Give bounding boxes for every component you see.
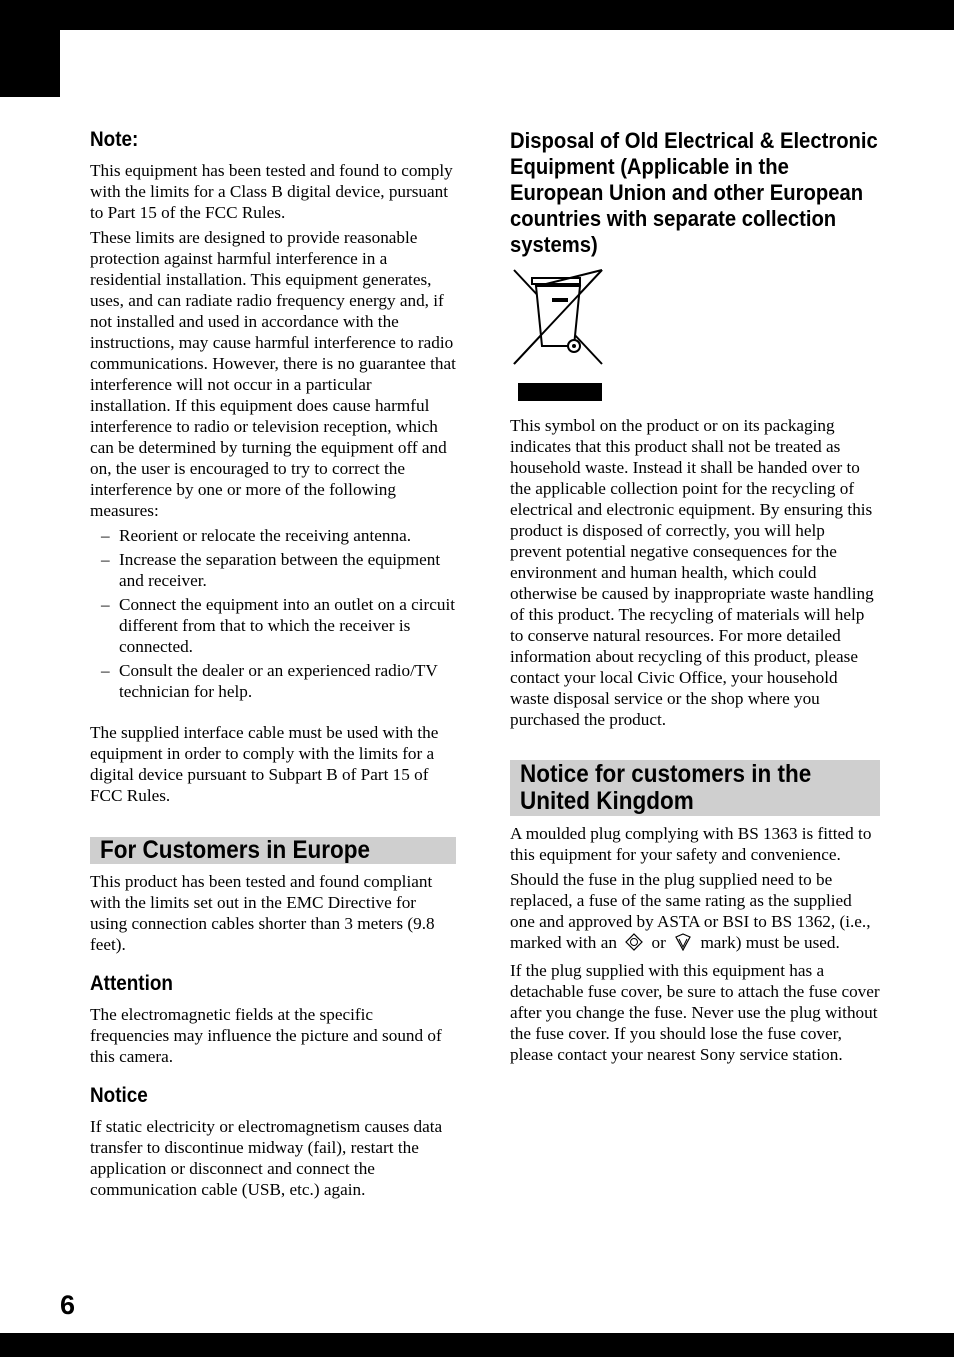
measure-item: – Consult the dealer or an experienced radio/TV technician for help. xyxy=(90,660,456,702)
notice-heading: Notice xyxy=(90,1084,148,1107)
top-black-band xyxy=(0,0,954,30)
note-heading: Note: xyxy=(90,128,139,151)
corner-tab xyxy=(0,0,60,97)
attention-heading: Attention xyxy=(90,972,173,995)
bin-underline-bar xyxy=(518,383,602,401)
measure-item: – Reorient or relocate the receiving antenna. xyxy=(90,525,456,546)
bsi-kitemark-icon xyxy=(674,933,692,956)
uk-section-heading: Notice for customers in the United Kingdom xyxy=(510,760,880,816)
uk-paragraph-3: If the plug supplied with this equipment has a detachable fuse cover, be sure to attach the fuse cover after you change the fuse. Never use the plug without the fuse cover. If you should lose the fuse cover, please contact your nearest Sony service station. xyxy=(510,960,880,1064)
note-paragraph-2: These limits are designed to provide reasonable protection against harmful interference in a residential installation. This equipment generates, uses, and can radiate radio frequency energy and, if not installed and used in accordance with the instructions, may cause harmful interference to radio communications. However, there is no guarantee that interference will not occur in a particular installation. If this equipment does cause harmful interference to radio or television reception, which can be determined by turning the equipment off and on, the user is encouraged to try to correct the interference by one or more of the following measures: xyxy=(90,228,456,520)
measures-list xyxy=(90,525,456,702)
cable-paragraph: The supplied interface cable must be used with the equipment in order to comply with the limits for a digital device pursuant to Subpart B of Part 15 of FCC Rules. xyxy=(90,723,439,805)
bottom-black-band xyxy=(0,1333,954,1357)
right-column xyxy=(510,128,880,1069)
attention-paragraph: The electromagnetic fields at the specific frequencies may influence the picture and sound of this camera. xyxy=(90,1005,442,1066)
europe-section-heading: For Customers in Europe xyxy=(90,837,456,864)
disposal-heading: Disposal of Old Electrical & Electronic Equipment (Applicable in the European Union and other European countries with separate collection systems) xyxy=(510,128,878,257)
uk-paragraph-1: A moulded plug complying with BS 1363 is fitted to this equipment for your safety and convenience. xyxy=(510,824,872,864)
measure-item: – Increase the separation between the equipment and receiver. xyxy=(90,549,456,591)
uk-paragraph-2: Should the fuse in the plug supplied need to be replaced, a fuse of the same rating as the supplied one and approved by ASTA or BSI to BS 1362, (i.e., marked with an or mark) must be used. xyxy=(510,869,880,956)
left-column xyxy=(90,128,456,1204)
page-number: 6 xyxy=(60,1290,76,1320)
crossed-out-wheelie-bin-icon xyxy=(512,268,604,401)
notice-paragraph: If static electricity or electromagnetism causes data transfer to discontinue midway (fail), restart the application or disconnect and connect the communication cable (USB, etc.) again. xyxy=(90,1117,443,1199)
measure-item: – Connect the equipment into an outlet on a circuit different from that to which the receiver is connected. xyxy=(90,594,456,657)
asta-mark-icon xyxy=(625,933,643,956)
disposal-paragraph: This symbol on the product or on its packaging indicates that this product shall not be treated as household waste. Instead it shall be handed over to the applicable collection point for the recycling of electrical and electronic equipment. By ensuring this product is disposed of correctly, you will help prevent potential negative consequences for the environment and human health, which could otherwise be caused by inappropriate waste handling of this product. The recycling of materials will help to conserve natural resources. For more detailed information about recycling of this product, please contact your local Civic Office, your household waste disposal service or the shop where you purchased the product. xyxy=(510,416,874,729)
europe-paragraph: This product has been tested and found compliant with the limits set out in the EMC Directive for using connection cables shorter than 3 meters (9.8 feet). xyxy=(90,872,435,954)
note-paragraph-1: This equipment has been tested and found to comply with the limits for a Class B digital device, pursuant to Part 15 of the FCC Rules. xyxy=(90,161,453,222)
